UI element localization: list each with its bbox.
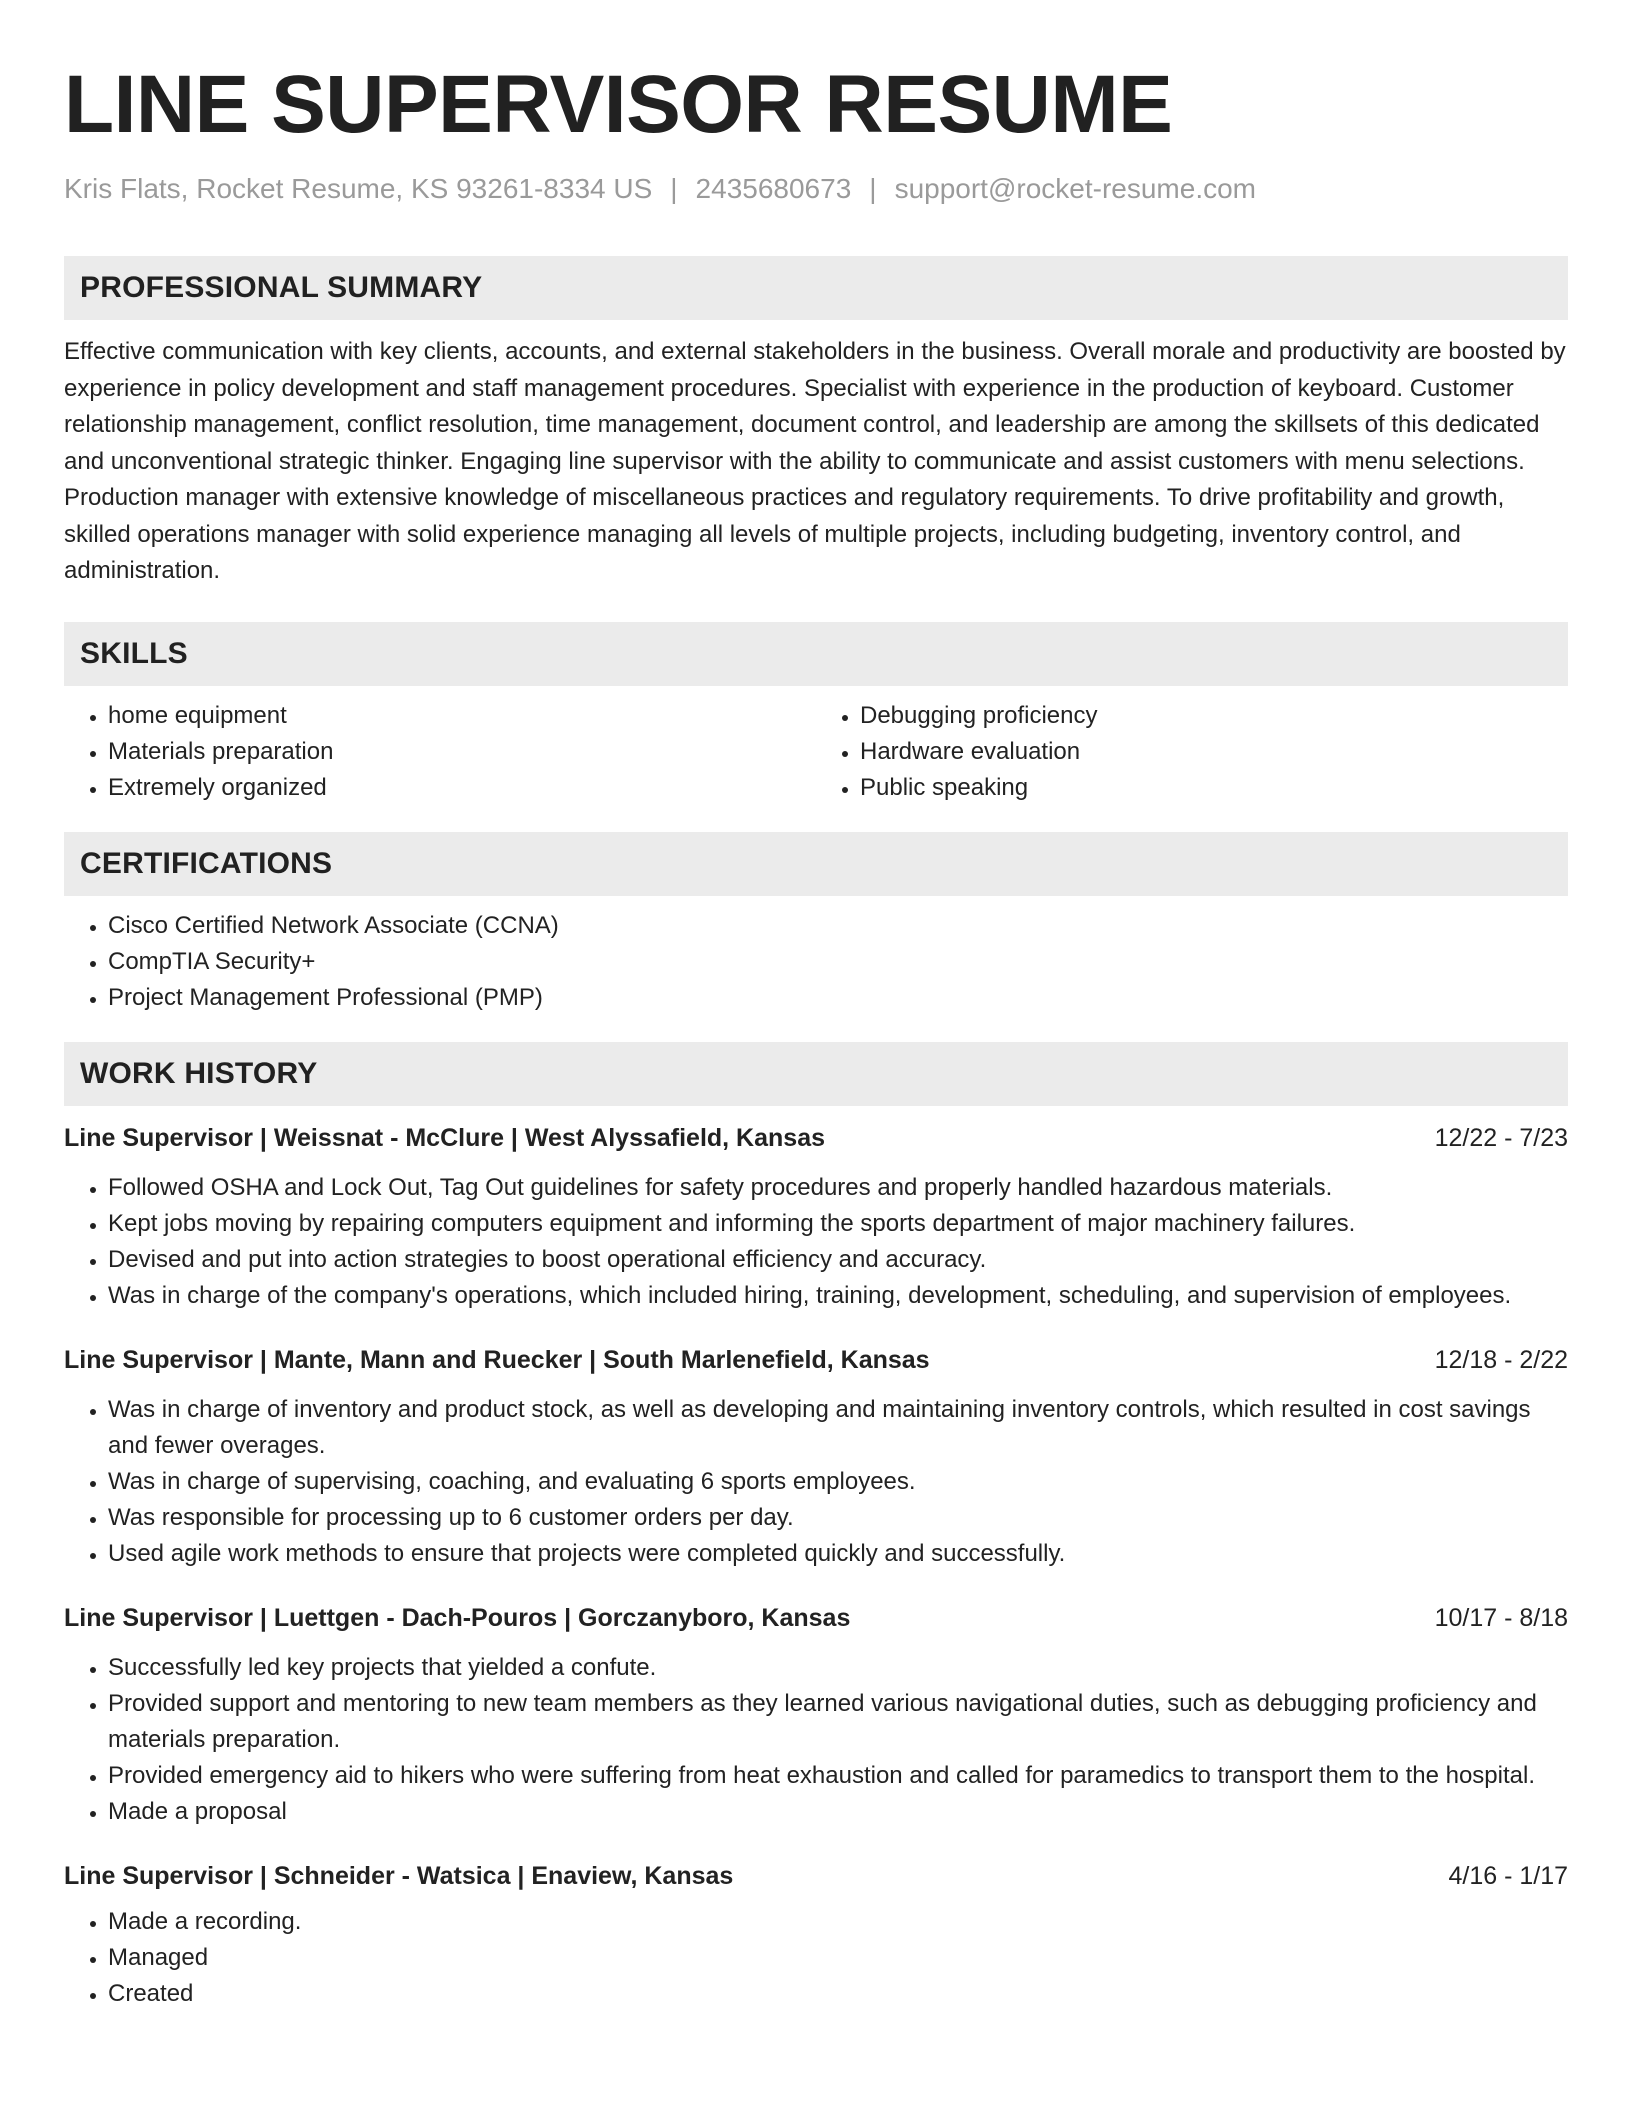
skill-item: • Extremely organized	[108, 770, 816, 806]
job-bullet: • Was in charge of the company's operations, which included hiring, training, development, scheduling, and supervision of employees.	[108, 1278, 1568, 1314]
contact-email: support@rocket-resume.com	[894, 173, 1256, 204]
section-heading-certifications: CERTIFICATIONS	[64, 832, 1568, 896]
job-bullet: • Successfully led key projects that yielded a confute.	[108, 1650, 1568, 1686]
job-bullet: • Made a proposal	[108, 1794, 1568, 1830]
contact-separator: |	[869, 173, 877, 204]
job-title: Line Supervisor | Luettgen - Dach-Pouros | Gorczanyboro, Kansas	[64, 1603, 851, 1632]
skills-column-left	[64, 698, 816, 806]
certifications-list	[64, 908, 1568, 1016]
job-bullet: • Managed	[108, 1940, 1568, 1976]
certification-item: • Project Management Professional (PMP)	[108, 980, 1568, 1016]
skill-item: • home equipment	[108, 698, 816, 734]
job-bullets	[64, 1392, 1568, 1572]
contact-line	[64, 172, 1568, 206]
job-bullet: • Provided emergency aid to hikers who were suffering from heat exhaustion and called for paramedics to transport them to the hospital.	[108, 1758, 1568, 1794]
job-bullet: • Provided support and mentoring to new team members as they learned various navigational duties, such as debugging proficiency and materials preparation.	[108, 1686, 1568, 1758]
job-entry	[64, 1858, 1568, 2012]
skills-list	[64, 686, 1568, 806]
resume-title: LINE SUPERVISOR RESUME	[64, 59, 1173, 150]
job-bullets	[64, 1650, 1568, 1830]
job-title: Line Supervisor | Weissnat - McClure | West Alyssafield, Kansas	[64, 1123, 825, 1152]
skill-item: • Debugging proficiency	[860, 698, 1568, 734]
job-bullet: • Was in charge of inventory and product stock, as well as developing and maintaining inventory controls, which resulted in cost savings and fewer overages.	[108, 1392, 1568, 1464]
job-bullet: • Made a recording.	[108, 1904, 1568, 1940]
job-entry	[64, 1600, 1568, 1830]
job-bullet: • Was responsible for processing up to 6 customer orders per day.	[108, 1500, 1568, 1536]
certification-item: • CompTIA Security+	[108, 944, 1568, 980]
job-dates: 4/16 - 1/17	[1448, 1861, 1568, 1890]
contact-phone: 2435680673	[695, 173, 852, 204]
job-bullets	[64, 1170, 1568, 1314]
skills-column-right	[816, 698, 1568, 806]
job-bullet: • Used agile work methods to ensure that projects were completed quickly and successfully.	[108, 1536, 1568, 1572]
job-entry	[64, 1120, 1568, 1314]
certification-item: • Cisco Certified Network Associate (CCNA)	[108, 908, 1568, 944]
section-heading-summary: PROFESSIONAL SUMMARY	[64, 256, 1568, 320]
job-bullet: • Followed OSHA and Lock Out, Tag Out guidelines for safety procedures and properly handled hazardous materials.	[108, 1170, 1568, 1206]
job-dates: 10/17 - 8/18	[1434, 1603, 1568, 1632]
section-heading-skills: SKILLS	[64, 622, 1568, 686]
job-bullet: • Devised and put into action strategies to boost operational efficiency and accuracy.	[108, 1242, 1568, 1278]
job-header	[64, 1120, 1568, 1156]
skill-item: • Hardware evaluation	[860, 734, 1568, 770]
job-header	[64, 1858, 1568, 1894]
job-dates: 12/22 - 7/23	[1434, 1123, 1568, 1152]
contact-address: Kris Flats, Rocket Resume, KS 93261-8334 US	[64, 173, 653, 204]
job-title: Line Supervisor | Schneider - Watsica | Enaview, Kansas	[64, 1861, 734, 1890]
job-bullets	[64, 1904, 1568, 2012]
job-dates: 12/18 - 2/22	[1434, 1345, 1568, 1374]
job-bullet: • Created	[108, 1976, 1568, 2012]
job-title: Line Supervisor | Mante, Mann and Ruecker | South Marlenefield, Kansas	[64, 1345, 930, 1374]
summary-text: Effective communication with key clients, accounts, and external stakeholders in the business. Overall morale and productivity are boosted by experience in policy development and staff management procedures. Specialist with experience in the production of keyboard. Customer relationship management, conflict resolution, time management, document control, and leadership are among the skillsets of this dedicated and unconventional strategic thinker. Engaging line supervisor with the ability to communicate and assist customers with menu selections. Production manager with extensive knowledge of miscellaneous practices and regulatory requirements. To drive profitability and growth, skilled operations manager with solid experience managing all levels of multiple projects, including budgeting, inventory control, and administration.	[64, 338, 1566, 584]
job-bullet: • Kept jobs moving by repairing computers equipment and informing the sports department of major machinery failures.	[108, 1206, 1568, 1242]
contact-separator: |	[670, 173, 678, 204]
job-bullet: • Was in charge of supervising, coaching, and evaluating 6 sports employees.	[108, 1464, 1568, 1500]
skill-item: • Materials preparation	[108, 734, 816, 770]
job-entry	[64, 1342, 1568, 1572]
skill-item: • Public speaking	[860, 770, 1568, 806]
section-heading-work-history: WORK HISTORY	[64, 1042, 1568, 1106]
job-header	[64, 1342, 1568, 1378]
job-header	[64, 1600, 1568, 1636]
